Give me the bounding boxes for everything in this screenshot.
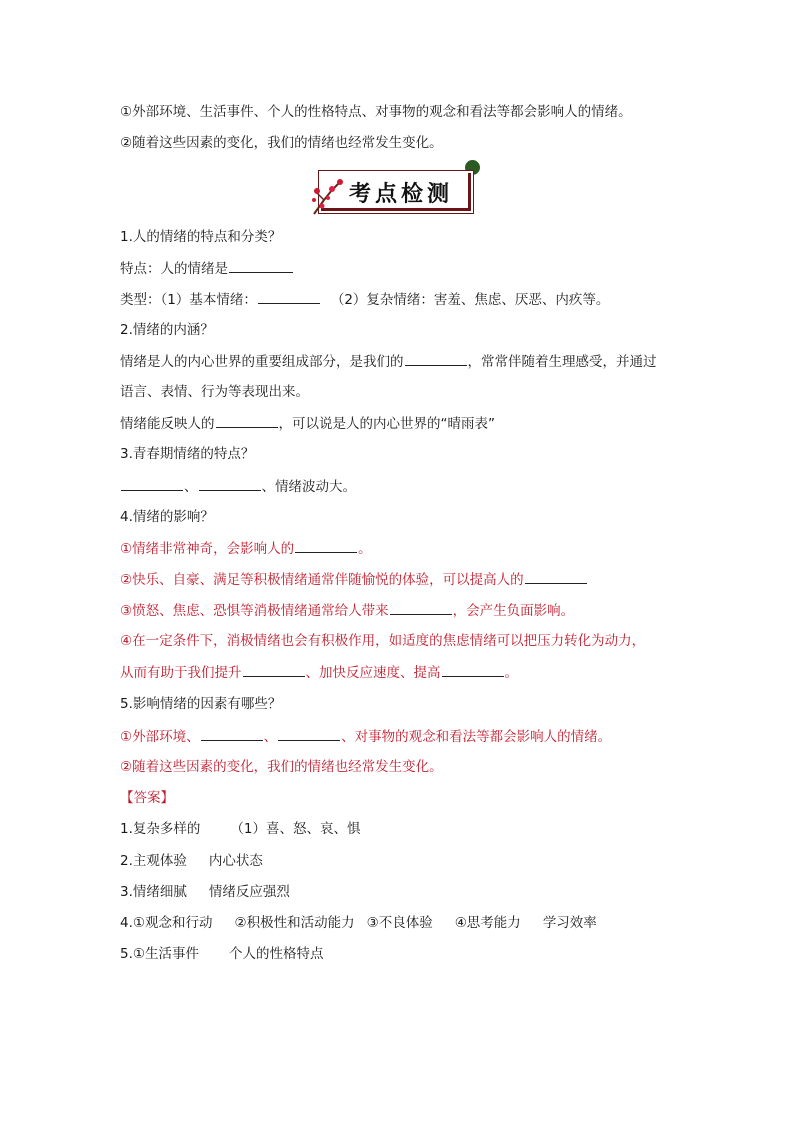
question-2-title: 2.情绪的内涵？: [120, 322, 214, 338]
q4-i3-suffix: ，会产生负面影响。: [452, 603, 575, 619]
answer-4-part-5: 学习效率: [542, 915, 597, 931]
q4-i1-prefix: ①情绪非常神奇，会影响人的: [120, 541, 295, 557]
question-5-item-1: [120, 726, 611, 747]
q3-separator: 、: [184, 479, 198, 495]
answer-5: [120, 944, 323, 964]
q4-i4-suffix: 。: [504, 665, 518, 681]
answer-2-part-1: 2.主观体验: [120, 853, 187, 869]
question-4-item-2: [120, 569, 588, 590]
question-5-title: 5.影响情绪的因素有哪些？: [120, 696, 282, 712]
q4-i2-prefix: ②快乐、自豪、满足等积极情绪通常伴随愉悦的体验，可以提高人的: [120, 572, 524, 588]
answer-3: [120, 882, 290, 902]
blank-q4-4b[interactable]: [442, 662, 504, 677]
question-1-title: 1.人的情绪的特点和分类？: [120, 229, 282, 245]
q4-i3-prefix: ③愤怒、焦虑、恐惧等消极情绪通常给人带来: [120, 603, 389, 619]
answer-4-part-3: ③不良体验: [366, 915, 433, 931]
answer-2: [120, 851, 263, 871]
q4-i4-mid: 、加快反应速度、提高: [305, 665, 441, 681]
answers-heading: 【答案】: [120, 790, 174, 806]
blank-q4-1[interactable]: [295, 538, 357, 553]
answer-2-part-2: 内心状态: [208, 853, 263, 869]
complex-emotion-text: （2）复杂情绪：害羞、焦虑、厌恶、内疚等。: [330, 292, 610, 308]
answer-4-part-1: 4.①观念和行动: [120, 915, 213, 931]
answer-5-part-2: 个人的性格特点: [228, 946, 324, 962]
question-1-feature: [120, 258, 294, 279]
answer-4-part-2: ②积极性和活动能力: [234, 915, 355, 931]
blank-subjective[interactable]: [405, 351, 467, 366]
q4-i1-suffix: 。: [358, 541, 372, 557]
question-5-item-2: ②随着这些因素的变化，我们的情绪也经常发生变化。: [120, 759, 443, 775]
question-2-line-2: 语言、表情、行为等表现出来。: [120, 384, 309, 400]
blank-q4-4a[interactable]: [243, 662, 305, 677]
intro-paragraph-2: ②随着这些因素的变化，我们的情绪也经常发生变化。: [120, 135, 443, 151]
q2-line3-suffix: ，可以说是人的内心世界的“晴雨表”: [278, 416, 495, 432]
answer-4: [120, 913, 597, 933]
answer-5-part-1: 5.①生活事件: [120, 946, 199, 962]
plum-blossom-icon: [310, 176, 350, 218]
banner-title: 考点检测: [349, 181, 454, 207]
answer-1-part-1: 1.复杂多样的: [120, 821, 201, 837]
question-4-item-1: [120, 538, 372, 559]
blank-q5-1[interactable]: [201, 726, 263, 741]
q5-i1-prefix: ①外部环境、: [120, 729, 200, 745]
answer-1: [120, 819, 360, 839]
q5-i1-suffix: 、对事物的观念和看法等都会影响人的情绪。: [341, 729, 612, 745]
q5-i1-sep: 、: [263, 729, 278, 745]
q2-line1-suffix: ，常常伴随着生理感受，并通过: [467, 354, 657, 370]
question-2-line-3: [120, 413, 495, 434]
question-2-line-1: [120, 351, 657, 372]
question-4-item-3: [120, 600, 574, 621]
answer-3-part-1: 3.情绪细腻: [120, 884, 187, 900]
q2-line3-prefix: 情绪能反映人的: [120, 416, 215, 432]
blank-inner-state[interactable]: [216, 413, 278, 428]
feature-text: 特点：人的情绪是: [120, 261, 228, 277]
blank-teen-2[interactable]: [199, 476, 261, 491]
blank-feature[interactable]: [229, 258, 293, 273]
question-4-item-4-line-1: ④在一定条件下，消极情绪也会有积极作用，如适度的焦虑情绪可以把压力转化为动力，: [120, 633, 646, 649]
q3-suffix: 、情绪波动大。: [261, 479, 356, 495]
blank-q5-2[interactable]: [278, 726, 340, 741]
blank-q4-2[interactable]: [525, 569, 587, 584]
answer-3-part-2: 情绪反应强烈: [208, 884, 290, 900]
blank-basic-emotion[interactable]: [258, 289, 320, 304]
question-4-title: 4.情绪的影响？: [120, 509, 214, 525]
intro-paragraph-1: ①外部环境、生活事件、个人的性格特点、对事物的观念和看法等都会影响人的情绪。: [120, 104, 632, 120]
q4-i4-prefix: 从而有助于我们提升: [120, 665, 242, 681]
answer-1-part-2: （1）喜、怒、哀、惧: [230, 821, 361, 837]
question-1-types: [120, 289, 609, 310]
question-3-answer-line: [120, 476, 356, 497]
blank-q4-3[interactable]: [390, 600, 452, 615]
question-4-item-4-line-2: [120, 662, 518, 683]
question-3-title: 3.青春期情绪的特点？: [120, 446, 255, 462]
answer-4-part-4: ④思考能力: [454, 915, 521, 931]
blank-teen-1[interactable]: [121, 476, 183, 491]
type-text: 类型：（1）基本情绪：: [120, 292, 257, 308]
q2-line1-prefix: 情绪是人的内心世界的重要组成部分，是我们的: [120, 354, 404, 370]
